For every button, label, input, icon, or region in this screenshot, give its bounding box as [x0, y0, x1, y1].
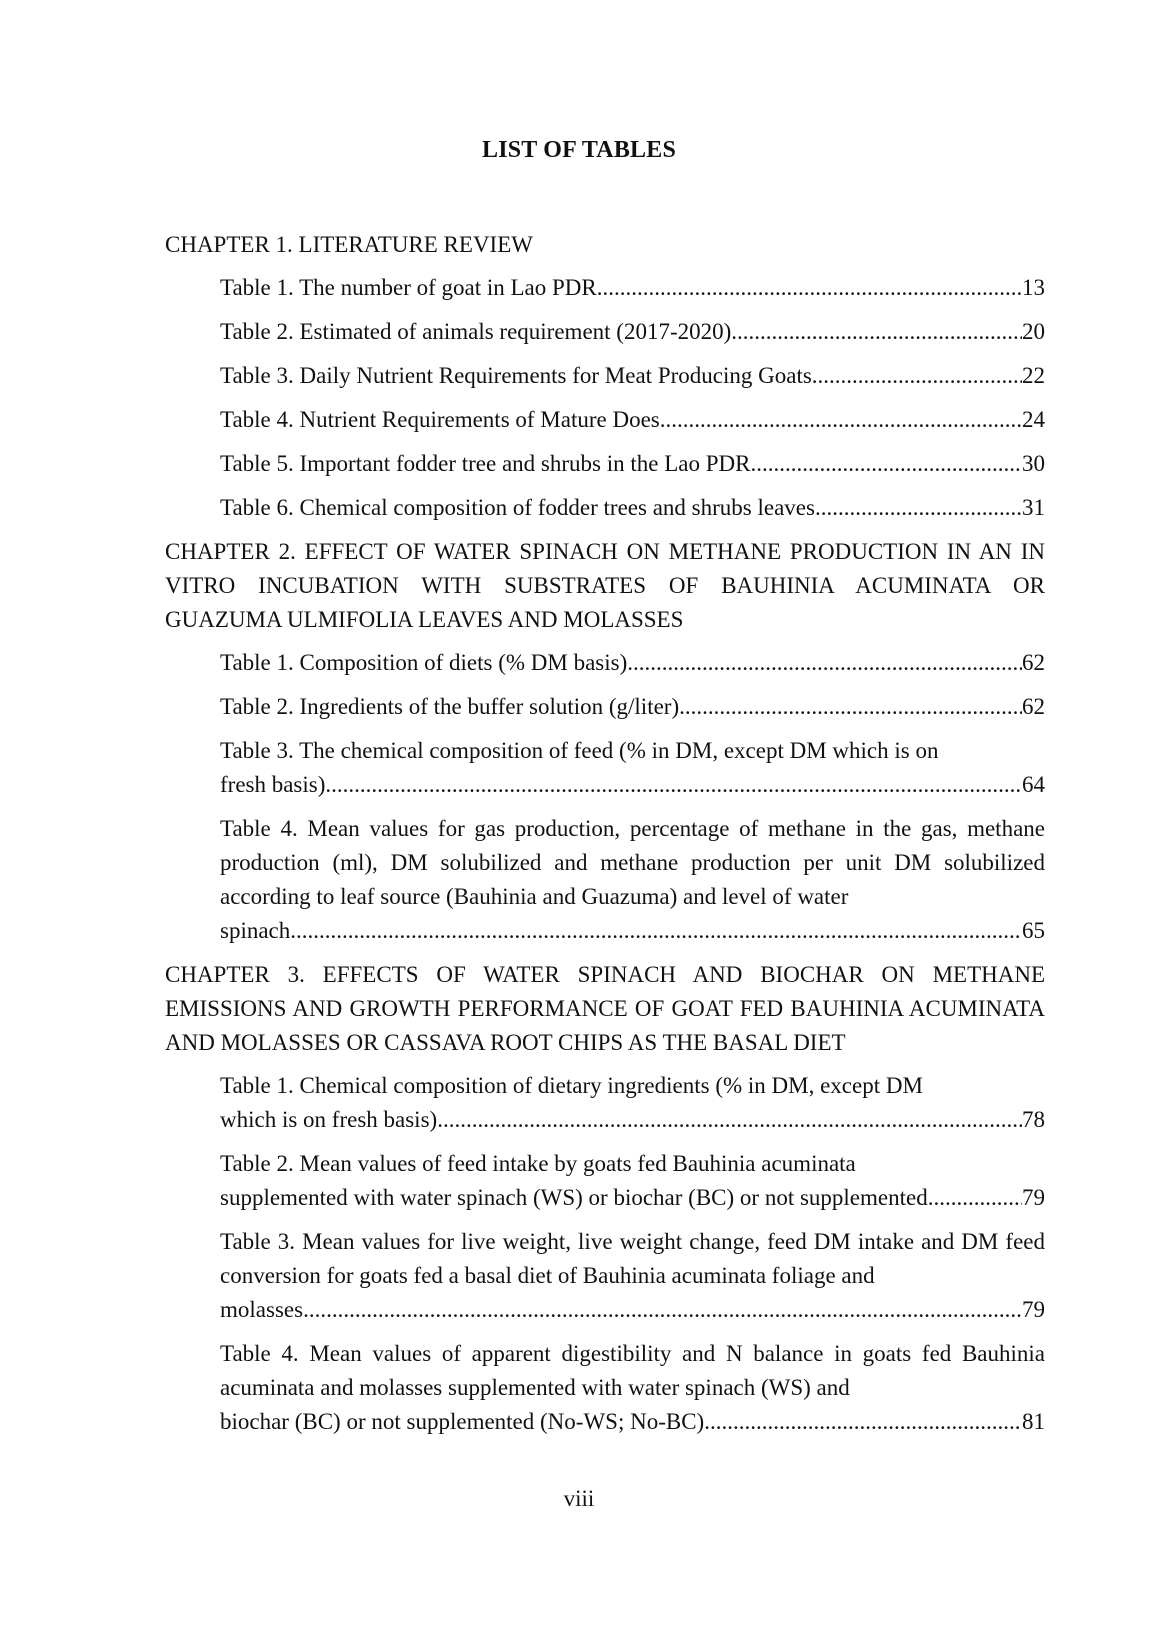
chapter-heading: CHAPTER 1. LITERATURE REVIEW — [165, 232, 533, 257]
dot-leader — [704, 1405, 1022, 1439]
toc-entry[interactable] — [220, 447, 1045, 481]
toc-entry[interactable] — [220, 491, 1045, 525]
toc-entry-text: Table 3. Daily Nutrient Requirements for Meat Producing Goats — [220, 363, 812, 388]
toc-entry-text: Table 4. Nutrient Requirements of Mature Does — [220, 407, 660, 432]
toc-entry-page: 62 — [1022, 694, 1045, 719]
toc-entry-page: 65 — [1022, 918, 1045, 943]
page-title: LIST OF TABLES — [481, 137, 676, 163]
toc-entry-page: 79 — [1022, 1185, 1045, 1210]
toc-entry-page: 81 — [1022, 1409, 1045, 1434]
toc-entry-text-end: molasses — [220, 1297, 304, 1322]
toc-entry[interactable] — [220, 359, 1045, 393]
dot-leader — [290, 914, 1022, 948]
toc-entry[interactable] — [220, 271, 1045, 305]
toc-entry-text: Table 4. Mean values for gas production, percentage of methane in the gas, methane production (ml), DM solubilized and methane production per unit DM solubilized according to leaf source (Bauhinia and Guazuma) and level of water — [220, 816, 1045, 909]
toc-entry-page: 13 — [1022, 275, 1045, 300]
toc-entry-page: 20 — [1022, 319, 1045, 344]
toc-entry-text: Table 2. Estimated of animals requirement (2017-2020) — [220, 319, 732, 344]
toc-entry-page: 64 — [1022, 772, 1045, 797]
dot-leader — [812, 359, 1022, 393]
chapter-heading: CHAPTER 3. EFFECTS OF WATER SPINACH AND BIOCHAR ON METHANE EMISSIONS AND GROWTH PERFORMANCE OF GOAT FED BAUHINIA ACUMINATA AND MOLASSES OR CASSAVA ROOT CHIPS AS THE BASAL DIET — [165, 962, 1045, 1055]
toc-entry-page: 22 — [1022, 363, 1045, 388]
toc-entry-text-end: spinach — [220, 918, 291, 943]
toc-entry[interactable] — [220, 1069, 1045, 1137]
toc-entry[interactable] — [220, 734, 1045, 802]
toc-entry-text: Table 4. Mean values of apparent digestibility and N balance in goats fed Bauhinia acuminata and molasses supplemented with water spinach (WS) and — [220, 1341, 1045, 1400]
dot-leader — [660, 403, 1022, 437]
toc-entry-text-end: which is on fresh basis) — [220, 1107, 438, 1132]
toc-entry-text: Table 1. The number of goat in Lao PDR — [220, 275, 597, 300]
dot-leader — [731, 315, 1022, 349]
toc-entry-page: 62 — [1022, 650, 1045, 675]
toc-entry[interactable] — [220, 690, 1045, 724]
toc-entry-text: Table 3. The chemical composition of feed (% in DM, except DM which is on — [220, 738, 939, 763]
toc-entry-text: Table 3. Mean values for live weight, live weight change, feed DM intake and DM feed conversion for goats fed a basal diet of Bauhinia acuminata foliage and — [220, 1229, 1045, 1288]
dot-leader — [815, 491, 1022, 525]
chapter-heading: CHAPTER 2. EFFECT OF WATER SPINACH ON METHANE PRODUCTION IN AN IN VITRO INCUBATION WITH SUBSTRATES OF BAUHINIA ACUMINATA OR GUAZUMA ULMIFOLIA LEAVES AND MOLASSES — [165, 539, 1045, 632]
toc-entry-text: Table 1. Chemical composition of dietary ingredients (% in DM, except DM — [220, 1073, 923, 1098]
toc-entry[interactable] — [220, 1147, 1045, 1215]
dot-leader — [627, 646, 1022, 680]
toc-entry[interactable] — [220, 403, 1045, 437]
toc-entry-text: Table 2. Mean values of feed intake by goats fed Bauhinia acuminata — [220, 1151, 856, 1176]
toc-entry-page: 30 — [1022, 451, 1045, 476]
toc-entry-text: Table 6. Chemical composition of fodder trees and shrubs leaves — [220, 495, 815, 520]
toc-entry[interactable] — [220, 646, 1045, 680]
toc-entry-page: 24 — [1022, 407, 1045, 432]
toc-entry-text-end: supplemented with water spinach (WS) or biochar (BC) or not supplemented — [220, 1185, 928, 1210]
table-of-contents — [165, 228, 1045, 1449]
dot-leader — [437, 1103, 1022, 1137]
dot-leader — [597, 271, 1022, 305]
dot-leader — [325, 768, 1022, 802]
dot-leader — [303, 1293, 1022, 1327]
toc-entry-text-end: biochar (BC) or not supplemented (No-WS; No-BC) — [220, 1409, 705, 1434]
toc-entry[interactable] — [220, 1225, 1045, 1327]
toc-entry-text-end: fresh basis) — [220, 772, 326, 797]
dot-leader — [928, 1181, 1022, 1215]
toc-entry-page: 78 — [1022, 1107, 1045, 1132]
page-number: viii — [563, 1486, 595, 1511]
toc-entry-text: Table 2. Ingredients of the buffer solution (g/liter) — [220, 694, 680, 719]
toc-entry[interactable] — [220, 812, 1045, 948]
toc-entry-page: 31 — [1022, 495, 1045, 520]
toc-entry-text: Table 5. Important fodder tree and shrubs in the Lao PDR — [220, 451, 751, 476]
toc-entry-page: 79 — [1022, 1297, 1045, 1322]
toc-entry[interactable] — [220, 1337, 1045, 1439]
dot-leader — [679, 690, 1022, 724]
toc-entry[interactable] — [220, 315, 1045, 349]
toc-entry-text: Table 1. Composition of diets (% DM basis) — [220, 650, 628, 675]
dot-leader — [750, 447, 1022, 481]
